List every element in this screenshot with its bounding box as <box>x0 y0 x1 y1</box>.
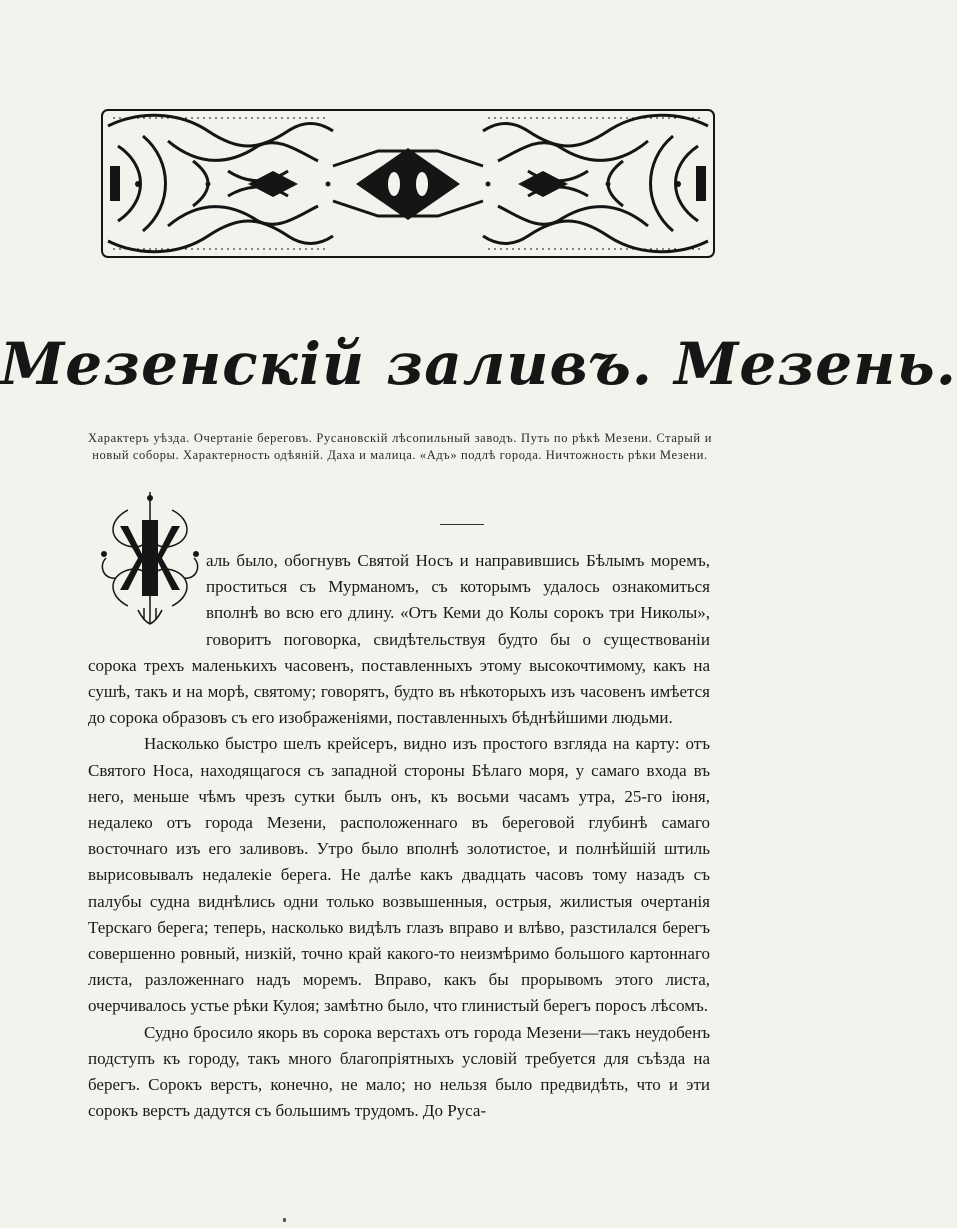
section-divider <box>440 524 484 525</box>
paragraph: Судно бросило якорь въ сорока верстахъ отъ города Мезени—такъ неудобенъ подступъ къ городу, такъ много благопріятныхъ условій требуется для съѣзда на берегъ. Сорокъ верстъ, конечно, не мало; но нельзя было предвидѣть, что и эти сорокъ верстъ дадутся съ большимъ трудомъ. До Руса- <box>88 1022 710 1121</box>
body-text <box>88 548 710 1124</box>
scan-speck <box>283 1218 286 1222</box>
drop-cap-space <box>88 548 206 650</box>
paragraph: Насколько быстро шелъ крейсеръ, видно изъ простого взгляда на карту: отъ Святого Носа, находящагося съ западной стороны Бѣлаго моря, у самаго входа въ него, меньше чѣмъ чрезъ сутки былъ онъ, къ восьми часамъ утра, 25-го іюня, недалеко отъ города Мезени, расположеннаго въ береговой глубинѣ самаго восточнаго изъ его заливовъ. Утро было вполнѣ золотистое, и полнѣйшій штиль вырисовывалъ недалекіе берега. Не далѣе какъ двадцать часовъ тому назадъ съ палубы судна виднѣлись одни только возвышенныя, острыя, жилистыя очертанія Терскаго берега; теперь, насколько видѣлъ глазъ вправо и влѣво, разстилался берегъ совершенно ровный, низкій, точно край какого-то неизмѣримо большого картоннаго листа, разложеннаго надъ моремъ. Вправо, какъ бы прорывомъ этого листа, очерчивалось устье рѣки Кулоя; замѣтно было, что глинистый берегъ поросъ лѣсомъ. <box>88 734 710 1016</box>
paragraph-text: аль было, обогнувъ Святой Носъ и направившись Бѣлымъ моремъ, проститься съ Мурманомъ, съ которымъ удалось ознакомиться вполнѣ во всю его длину. «Отъ Кеми до Колы сорокъ три Николы», говоритъ поговорка, свидѣтельствуя будто бы о существованіи сорока трехъ маленькихъ часовенъ, поставленныхъ этому высокочтимому, какъ на сушѣ, такъ и на морѣ, святому; говорятъ, будто въ нѣкоторыхъ изъ часовенъ имѣется до сорока образовъ съ его изображеніями, поставленныхъ бѣднѣйшими людьми. <box>88 551 710 728</box>
paragraph <box>88 548 710 731</box>
chapter-summary: Характеръ уѣзда. Очертаніе береговъ. Русановскій лѣсопильный заводъ. Путь по рѣкѣ Мезени. Старый и новый соборы. Характерность одѣяній. Даха и малица. «Адъ» подлѣ города. Ничтожность рѣки Мезени. <box>88 431 712 462</box>
interlace-headpiece-ornament <box>98 106 718 261</box>
drop-cap-letter: Ж <box>149 572 151 573</box>
chapter-title: Мезенскій заливъ. Мезень. <box>0 330 957 398</box>
